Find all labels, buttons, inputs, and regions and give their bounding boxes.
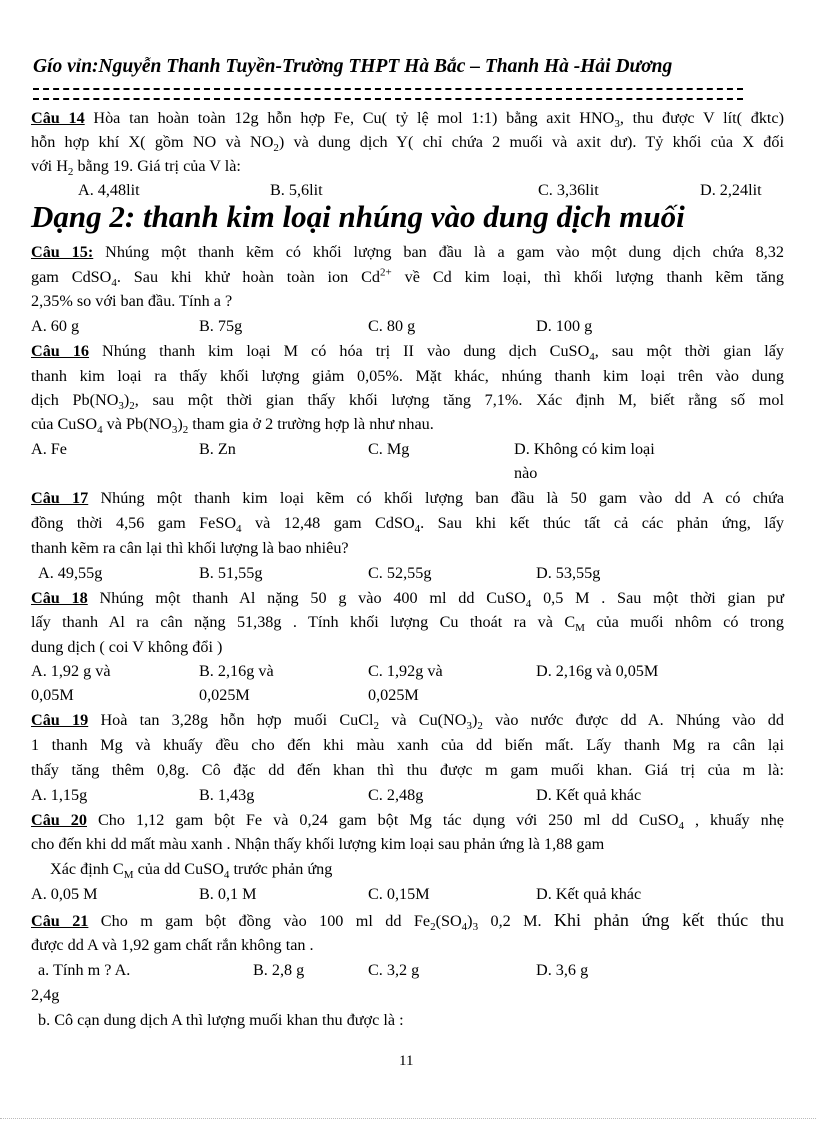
question-number: Câu 20 (31, 811, 87, 829)
q20-option-c: C. 0,15M (368, 885, 430, 903)
section-heading: Dạng 2: thanh kim loại nhúng vào dung dịch muối (31, 199, 685, 234)
q21-line1: Câu 21 Cho m gam bột đồng vào 100 ml dd $Fe_2(SO_4)_3$ 0,2 M. Khi phản ứng kết thúc thu (31, 910, 784, 934)
q20-line3: Xác định $C_M$ của dd CuSO$_4$ trước phản ứng (50, 860, 333, 882)
question-number: Câu 16 (31, 342, 90, 360)
q19-line2: 1 thanh Mg và khuấy đều cho đến khi màu xanh của dd biến mất. Lấy thanh Mg ra cân lại (31, 736, 784, 754)
page-number: 11 (399, 1053, 414, 1069)
q16-option-c: C. Mg (368, 440, 410, 458)
q17-option-a: A. 49,55g (38, 564, 103, 582)
q20-option-a: A. 0,05 M (31, 885, 98, 903)
q20-line1: Câu 20 Cho 1,12 gam bột Fe và 0,24 gam bột Mg tác dụng với 250 ml dd CuSO$_4$ , khuấy nhẹ (31, 811, 784, 833)
q17-line1: Câu 17 Nhúng một thanh kim loại kẽm có khối lượng ban đầu là 50 gam vào dd A có chứa (31, 489, 784, 507)
q15-line3: 2,35% so với ban đầu. Tính a ? (31, 292, 233, 310)
q17-option-c: C. 52,55g (368, 564, 432, 582)
q16-line2: thanh kim loại ra thấy khối lượng giảm 0,05%. Mặt khác, nhúng thanh kim loại trên vào dung (31, 367, 784, 385)
q21a-option-d: D. 3,6 g (536, 961, 589, 979)
q19-option-a: A. 1,15g (31, 786, 88, 804)
q17-line2: đồng thời 4,56 gam FeSO$_4$ và 12,48 gam CdSO$_4$. Sau khi kết thúc tất cả các phản ứng, lấy (31, 514, 784, 536)
q21a-prompt: a. Tính m ? A. (38, 961, 131, 979)
q21-line2: được dd A và 1,92 gam chất rắn không tan . (31, 936, 314, 954)
q18-line2: lấy thanh Al ra cân nặng 51,38g . Tính khối lượng Cu thoát ra và $C_M$ của muối nhôm có trong (31, 613, 784, 635)
q15-option-b: B. 75g (199, 317, 243, 335)
q19-option-b: B. 1,43g (199, 786, 255, 804)
q20-line2: cho đến khi dd mất màu xanh . Nhận thấy khối lượng kim loại sau phản ứng là 1,88 gam (31, 835, 605, 853)
q18-option-a-continued: 0,05M (31, 686, 74, 704)
question-number: Câu 18 (31, 589, 88, 607)
q16-option-d-continued: nào (514, 464, 538, 482)
q19-line1: Câu 19 Hoà tan 3,28g hỗn hợp muối CuCl$_2$ và $Cu(NO_3)_2$ vào nước được dd A. Nhúng vào dd (31, 711, 784, 733)
q19-line3: thấy tăng thêm 0,8g. Cô đặc dd đến khan thì thu được m gam muối khan. Giá trị của m là: (31, 761, 784, 779)
q19-option-c: C. 2,48g (368, 786, 424, 804)
q21a-option-a-value: 2,4g (31, 986, 60, 1004)
q17-line3: thanh kẽm ra cân lại thì khối lượng là bao nhiêu? (31, 539, 349, 557)
q15-option-d: D. 100 g (536, 317, 593, 335)
q18-option-d: D. 2,16g và 0,05M (536, 662, 659, 680)
q20-option-b: B. 0,1 M (199, 885, 257, 903)
q18-line1: Câu 18 Nhúng một thanh Al nặng 50 g vào 400 ml dd CuSO$_4$ 0,5 M . Sau một thời gian pư (31, 589, 784, 611)
q19-option-d: D. Kết quả khác (536, 786, 642, 804)
q18-option-b-continued: 0,025M (199, 686, 250, 704)
q14-option-b: B. 5,6lit (270, 181, 323, 199)
q15-line1: Câu 15: Nhúng một thanh kẽm có khối lượng ban đầu là a gam vào một dung dịch chứa 8,32 (31, 243, 784, 261)
header-divider (33, 88, 743, 100)
q16-line4: của CuSO$_4$ và $Pb(NO_3)_2$ tham gia ở 2 trường hợp là như nhau. (31, 415, 434, 437)
q16-option-d: D. Không có kim loại (514, 440, 655, 458)
q17-option-b: B. 51,55g (199, 564, 263, 582)
question-number: Câu 21 (31, 912, 89, 930)
q15-option-c: C. 80 g (368, 317, 416, 335)
page-bottom-border (0, 1118, 816, 1119)
q14-line2: hỗn hợp khí X( gồm NO và $NO_2$) và dung dịch Y( chỉ chứa 2 muối và axit dư). Tỷ khối của X đối (31, 133, 784, 155)
q18-option-c: C. 1,92g và (368, 662, 443, 680)
q17-option-d: D. 53,55g (536, 564, 601, 582)
q14-line1: Câu 14 Hòa tan hoàn toàn 12g hỗn hợp Fe, Cu( tỷ lệ mol 1:1) bằng axit $HNO_3$, thu được V lít( đktc) (31, 109, 784, 131)
q21a-option-c: C. 3,2 g (368, 961, 420, 979)
q16-option-a: A. Fe (31, 440, 67, 458)
q15-line2: gam CdSO$_4$. Sau khi khử hoàn toàn ion $Cd^{2+}$ về Cd kim loại, thì khối lượng thanh kẽm tăng (31, 266, 784, 290)
q18-option-a: A. 1,92 g và (31, 662, 111, 680)
q18-option-c-continued: 0,025M (368, 686, 419, 704)
question-number: Câu 14 (31, 109, 85, 127)
q14-option-c: C. 3,36lit (538, 181, 599, 199)
question-number: Câu 17 (31, 489, 89, 507)
q14-option-d: D. 2,24lit (700, 181, 762, 199)
q16-line3: dịch $Pb(NO_3)_2$, sau một thời gian thấy khối lượng tăng 7,1%. Xác định M, biết rằng số mol (31, 391, 784, 413)
q16-line1: Câu 16 Nhúng thanh kim loại M có hóa trị II vào dung dịch CuSO$_4$, sau một thời gian lấy (31, 342, 784, 364)
page-header: Gío vỉn:Nguyễn Thanh Tuyền-Trường THPT Hà Bắc – Thanh Hà -Hải Dương (33, 56, 673, 77)
q18-line3: dung dịch ( coi V không đổi ) (31, 638, 223, 656)
q18-option-b: B. 2,16g và (199, 662, 274, 680)
q14-option-a: A. 4,48lit (78, 181, 140, 199)
q16-option-b: B. Zn (199, 440, 236, 458)
q14-line3: với $H_2$ bằng 19. Giá trị của V là: (31, 157, 241, 179)
q20-option-d: D. Kết quả khác (536, 885, 642, 903)
question-number: Câu 19 (31, 711, 89, 729)
q15-option-a: A. 60 g (31, 317, 80, 335)
q21a-option-b: B. 2,8 g (253, 961, 305, 979)
q21b-prompt: b. Cô cạn dung dịch A thì lượng muối khan thu được là : (38, 1011, 404, 1029)
question-number: Câu 15: (31, 243, 94, 261)
